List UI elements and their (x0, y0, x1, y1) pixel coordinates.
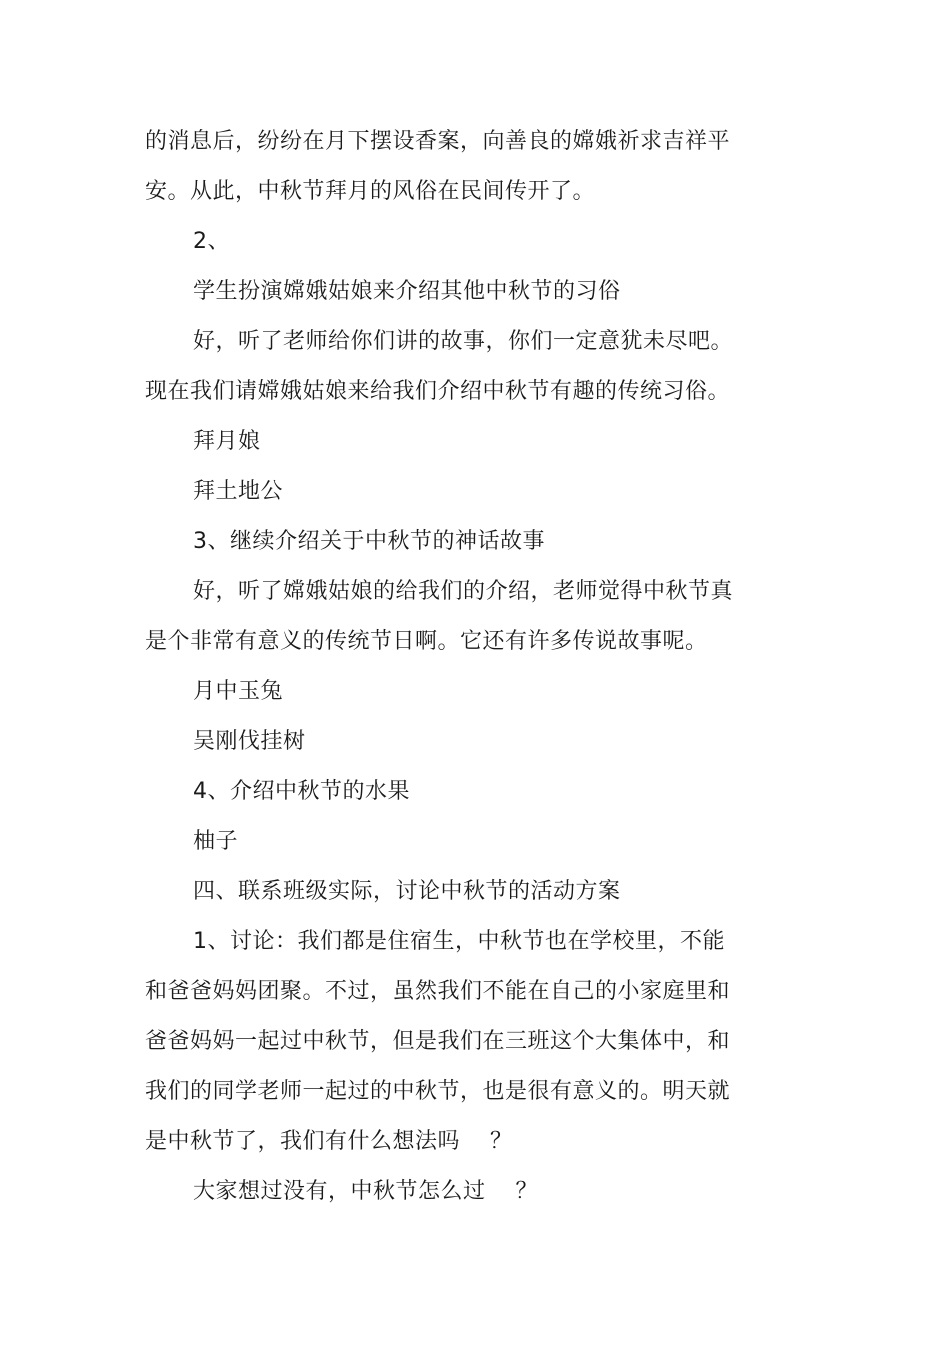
list-item: 拜土地公 (193, 479, 284, 504)
section-heading: 四、联系班级实际，讨论中秋节的活动方案 (193, 879, 621, 904)
list-item: 拜月娘 (193, 429, 261, 454)
paragraph-line: 是中秋节了，我们有什么想法吗 ？ (145, 1129, 513, 1154)
list-item: 吴刚伐挂树 (193, 729, 306, 754)
paragraph-line: 爸爸妈妈一起过中秋节，但是我们在三班这个大集体中，和 (145, 1029, 731, 1054)
list-item: 月中玉兔 (193, 679, 284, 704)
paragraph-line: 是个非常有意义的传统节日啊。它还有许多传说故事呢。 (145, 629, 708, 654)
section-heading: 3、继续介绍关于中秋节的神话故事 (193, 529, 545, 554)
paragraph-line: 大家想过没有，中秋节怎么过 ？ (193, 1179, 538, 1204)
section-heading: 4、介绍中秋节的水果 (193, 779, 410, 804)
list-item: 柚子 (193, 829, 239, 854)
paragraph-line: 1、讨论：我们都是住宿生，中秋节也在学校里，不能 (193, 929, 725, 954)
paragraph-line: 和爸爸妈妈团聚。不过，虽然我们不能在自己的小家庭里和 (145, 979, 731, 1004)
paragraph-line: 的消息后，纷纷在月下摆设香案，向善良的嫦娥祈求吉祥平 (145, 129, 731, 154)
paragraph-line: 我们的同学老师一起过的中秋节，也是很有意义的。明天就 (145, 1079, 731, 1104)
paragraph-line: 安。从此，中秋节拜月的风俗在民间传开了。 (145, 179, 596, 204)
list-number: 2、 (193, 229, 230, 254)
paragraph-line: 好，听了老师给你们讲的故事，你们一定意犹未尽吧。 (193, 329, 734, 354)
paragraph-line: 好，听了嫦娥姑娘的给我们的介绍，老师觉得中秋节真 (193, 579, 734, 604)
section-heading: 学生扮演嫦娥姑娘来介绍其他中秋节的习俗 (193, 279, 621, 304)
paragraph-line: 现在我们请嫦娥姑娘来给我们介绍中秋节有趣的传统习俗。 (145, 379, 731, 404)
